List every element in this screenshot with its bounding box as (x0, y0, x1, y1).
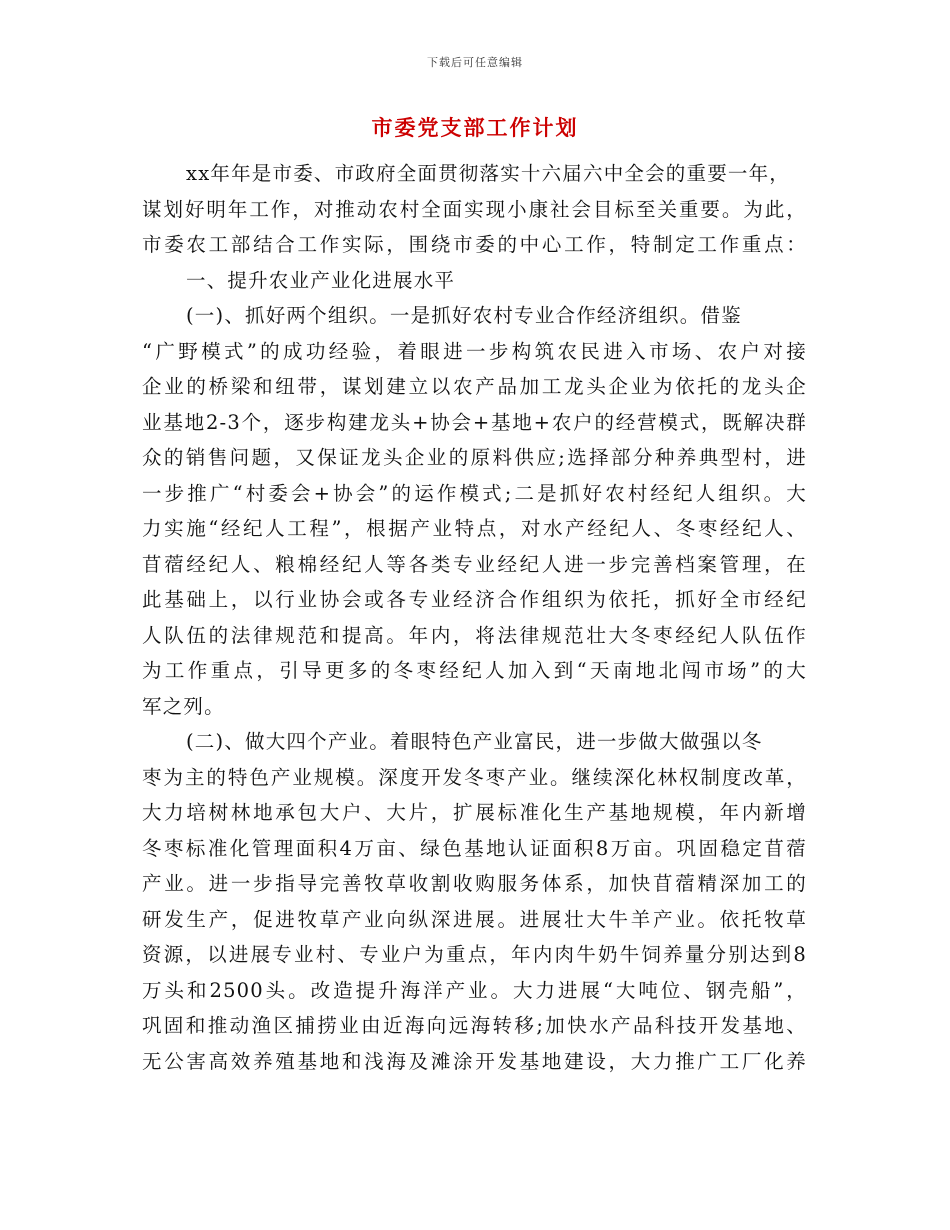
text-line: 为工作重点，引导更多的冬枣经纪人加入到“天南地北闯市场”的大 (142, 659, 807, 682)
text-line: 军之列。 (142, 694, 225, 718)
text-line: (一)、抓好两个组织。一是抓好农村专业合作经济组织。借鉴 (186, 304, 742, 327)
text-line: 一步推广“村委会+协会”的运作模式;二是抓好农村经纪人组织。大 (142, 481, 807, 505)
text-line: 大力培树林地承包大户、大片，扩展标准化生产基地规模，年内新增 (142, 801, 807, 824)
text-line: (二)、做大四个产业。着眼特色产业富民，进一步做大做强以冬 (186, 730, 763, 753)
text-line: 产业。进一步指导完善牧草收割收购服务体系，加快苜蓿精深加工的 (142, 872, 807, 895)
text-line: 业基地2-3个，逐步构建龙头+协会+基地+农户的经营模式，既解决群 (142, 410, 807, 434)
text-line: 巩固和推动渔区捕捞业由近海向远海转移;加快水产品科技开发基地、 (142, 1014, 807, 1037)
text-line: 研发生产，促进牧草产业向纵深进展。进展壮大牛羊产业。依托牧草 (142, 907, 807, 931)
text-line: “广野模式”的成功经验，着眼进一步构筑农民进入市场、农户对接 (142, 339, 807, 363)
text-line: 谋划好明年工作，对推动农村全面实现小康社会目标至关重要。为此， (142, 197, 807, 221)
text-line: 冬枣标准化管理面积4万亩、绿色基地认证面积8万亩。巩固稳定苜蓿 (142, 836, 807, 860)
text-line: 人队伍的法律规范和提高。年内，将法律规范壮大冬枣经纪人队伍作 (142, 623, 807, 647)
text-line: 市委农工部结合工作实际，围绕市委的中心工作，特制定工作重点： (142, 233, 807, 256)
header-note: 下载后可任意编辑 (427, 56, 523, 69)
text-line: 资源，以进展专业村、专业户为重点，年内肉牛奶牛饲养量分别达到8 (142, 943, 807, 966)
section-heading: 一、提升农业产业化进展水平 (186, 268, 456, 292)
document-title: 市委党支部工作计划 (371, 115, 579, 140)
text-line: 万头和2500头。改造提升海洋产业。大力进展“大吨位、钢壳船”， (142, 978, 807, 1002)
text-line: 力实施“经纪人工程”，根据产业特点，对水产经纪人、冬枣经纪人、 (142, 517, 807, 540)
text-line: 枣为主的特色产业规模。深度开发冬枣产业。继续深化林权制度改革， (142, 765, 807, 789)
document-body (142, 156, 807, 1079)
text-line: xx年年是市委、市政府全面贯彻落实十六届六中全会的重要一年， (186, 162, 790, 185)
text-line: 众的销售问题，又保证龙头企业的原料供应;选择部分种养典型村，进 (142, 446, 807, 469)
text-line: 此基础上，以行业协会或各专业经济合作组织为依托，抓好全市经纪 (142, 588, 807, 611)
text-line: 企业的桥梁和纽带，谋划建立以农产品加工龙头企业为依托的龙头企 (142, 375, 807, 398)
text-line: 苜蓿经纪人、粮棉经纪人等各类专业经纪人进一步完善档案管理，在 (142, 552, 807, 576)
text-line: 无公害高效养殖基地和浅海及滩涂开发基地建设，大力推广工厂化养 (142, 1049, 807, 1073)
